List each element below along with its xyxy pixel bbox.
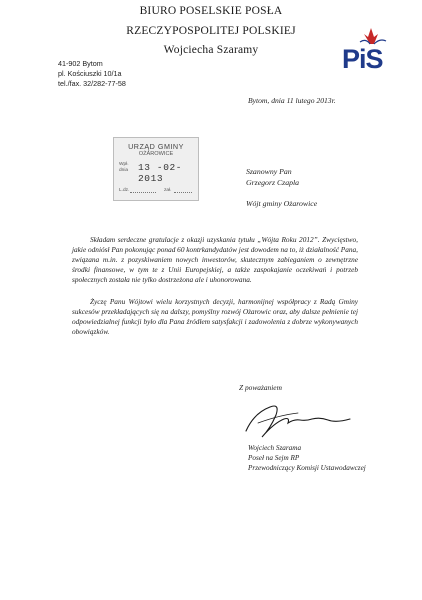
stamp-date: 13 -02- 2013	[138, 162, 183, 184]
recipient-title: Wójt gminy Ożarowice	[246, 199, 318, 208]
registry-stamp	[113, 137, 199, 201]
stamp-label-dnia: dnia	[119, 168, 129, 173]
address-phone: tel./fax. 32/282-77-58	[58, 79, 126, 88]
office-title: BIURO POSELSKIE POSŁA	[139, 5, 283, 17]
address-street: pl. Kościuszki 10/1a	[58, 69, 122, 78]
party-logo-text: PiS	[342, 44, 383, 74]
letter-paragraph-2: Życzę Panu Wójtowi wielu korzystnych decyzji, harmonijnej współpracy z Radą Gminy sukcesów przekładających się na dalszy, pomyślny rozwój Ożarowic oraz, aby dalsze pełnienie tej odpowiedzialnej funkcji było dla Pana źródłem satysfakcji i zadowolenia z dobrze wykonywanych obowiązków.	[72, 297, 358, 336]
letter-date: Bytom, dnia 11 lutego 2013r.	[248, 96, 336, 105]
stamp-label-ldz: L.dz.	[119, 188, 130, 193]
handwritten-signature	[240, 393, 356, 443]
stamp-title: URZĄD GMINY	[128, 142, 184, 151]
signer-role: Przewodniczący Komisji Ustawodawczej	[248, 464, 366, 472]
letter-paragraph-1: Składam serdeczne gratulacje z okazji uzyskania tytułu „Wójta Roku 2012”. Zwycięstwo, jakie odniósł Pan pokonując ponad 60 kontrkandydatów jest dowodem na to, iż działalność Pana, związana m.in. z pozyskiwaniem nowych inwestorów, skutecznym zabieganiem o zewnętrzne środki finansowe, w tym te z Unii Europejskiej, a także zaspokajanie oczekiwań i potrzeb społecznych została nie tylko dostrzeżona ale i uhonorowana.	[72, 235, 358, 284]
signer-name: Wojciech Szarama	[248, 444, 302, 452]
stamp-label-zal: zał.	[164, 188, 172, 193]
office-subtitle: RZECZYPOSPOLITEJ POLSKIEJ	[126, 25, 296, 37]
address-city: 41-902 Bytom	[58, 59, 103, 68]
stamp-ldz-line	[130, 192, 156, 193]
office-owner-name: Wojciecha Szaramy	[163, 44, 259, 56]
recipient-name: Grzegorz Czapla	[246, 178, 300, 187]
recipient-salutation: Szanowny Pan	[246, 167, 292, 176]
closing-phrase: Z poważaniem	[239, 383, 282, 392]
stamp-subtitle: OŻAROWICE	[138, 151, 174, 157]
signer-title: Poseł na Sejm RP	[248, 454, 300, 462]
party-logo	[340, 26, 396, 78]
stamp-label-wplyw: Wpł.	[119, 162, 129, 167]
stamp-zal-line	[174, 192, 192, 193]
